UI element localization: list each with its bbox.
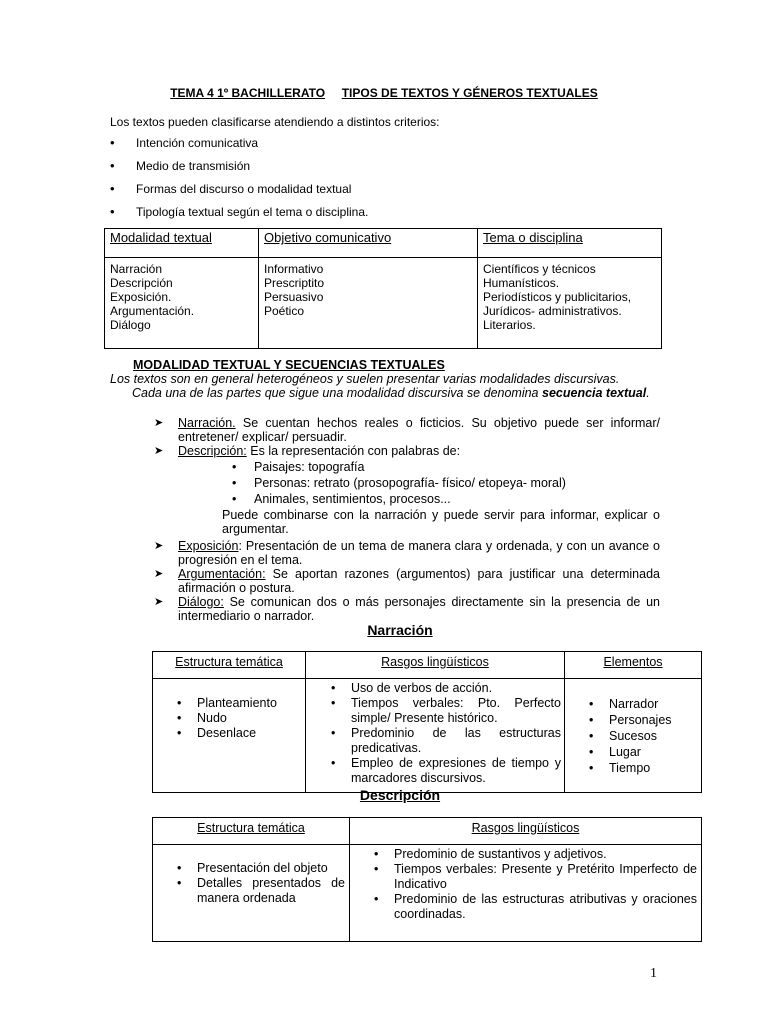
table-cell: Narración Descripción Exposición. Argumentación. Diálogo [105,258,259,349]
title-course: TEMA 4 1º BACHILLERATO [170,86,326,100]
list-item: • Animales, sentimientos, procesos... [232,492,660,508]
table-header: Objetivo comunicativo [259,229,478,258]
page-number: 1 [650,966,657,981]
arrow-bullet-icon: ➤ [154,417,164,429]
page-title [0,86,768,100]
section-title: MODALIDAD TEXTUAL Y SECUENCIAS TEXTUALES [133,358,445,372]
narracion-heading: Narración [367,622,433,638]
intro-text: Los textos pueden clasificarse atendiendo a distintos criterios: [110,115,440,129]
table-header: Estructura temática [153,652,306,679]
list-item: • Formas del discurso o modalidad textual [110,181,368,204]
title-topic: TIPOS DE TEXTOS Y GÉNEROS TEXTUALES [341,86,598,100]
descripcion-heading: Descripción [359,787,441,803]
narracion-table [152,651,702,793]
table-header: Elementos [565,652,702,679]
list-item: • Personas: retrato (prosopografía- físico/ etopeya- moral) [232,476,660,492]
item-argumentacion: ➤ Argumentación: Se aportan razones (argumentos) para justificar una determinada afirmación o postura. [154,567,660,595]
item-dialogo: ➤ Diálogo: Se comunican dos o más personajes directamente sin la presencia de un intermediario o narrador. [154,595,660,623]
table-header: Tema o disciplina [478,229,662,258]
table-cell: Informativo Prescriptito Persuasivo Poético [259,258,478,349]
table-header: Rasgos lingüísticos [350,818,702,845]
descripcion-note: Puede combinarse con la narración y puede servir para informar, explicar o argumentar. [222,508,660,536]
table-cell: • Uso de verbos de acción. • Tiempos verbales: Pto. Perfecto simple/ Presente histórico. • Predominio de las estructuras predicativas. • Empleo de expresiones de tiempo y marcadores discursivos. [306,679,565,793]
list-item: • Paisajes: topografía [232,460,660,476]
descripcion-sublist [154,460,660,508]
table-cell: • Narrador • Personajes • Sucesos • Lugar • Tiempo [565,679,702,793]
table-cell: • Predominio de sustantivos y adjetivos. • Tiempos verbales: Presente y Pretérito Imperfecto de Indicativo • Predominio de las estructuras atributivas y oraciones coordinadas. [350,845,702,942]
modalidades-list [154,416,660,623]
table-cell: • Planteamiento • Nudo • Desenlace [153,679,306,793]
table-header: Estructura temática [153,818,350,845]
table-cell: • Presentación del objeto • Detalles presentados de manera ordenada [153,845,350,942]
item-exposicion: ➤ Exposición: Presentación de un tema de manera clara y ordenada, y con un avance o progresión en el tema. [154,539,660,567]
arrow-bullet-icon: ➤ [154,445,164,457]
list-item: • Medio de transmisión [110,158,368,181]
arrow-bullet-icon: ➤ [154,596,164,608]
section-intro: Los textos son en general heterogéneos y suelen presentar varias modalidades discursivas. Cada una de las partes que sigue una modalidad discursiva se denomina secuencia textual. [110,372,650,400]
modalidad-table [104,228,662,349]
arrow-bullet-icon: ➤ [154,540,164,552]
criteria-list [110,135,368,227]
table-cell: Científicos y técnicos Humanísticos. Periodísticos y publicitarios, Jurídicos- administrativos. Literarios. [478,258,662,349]
arrow-bullet-icon: ➤ [154,568,164,580]
descripcion-table [152,817,702,942]
table-header: Rasgos lingüísticos [306,652,565,679]
item-narracion: ➤ Narración. Se cuentan hechos reales o ficticios. Su objetivo puede ser informar/ entretener/ explicar/ persuadir. [154,416,660,444]
item-descripcion: ➤ Descripción: Es la representación con palabras de: [154,444,461,458]
table-header: Modalidad textual [105,229,259,258]
list-item: • Intención comunicativa [110,135,368,158]
list-item: • Tipología textual según el tema o disciplina. [110,204,368,227]
